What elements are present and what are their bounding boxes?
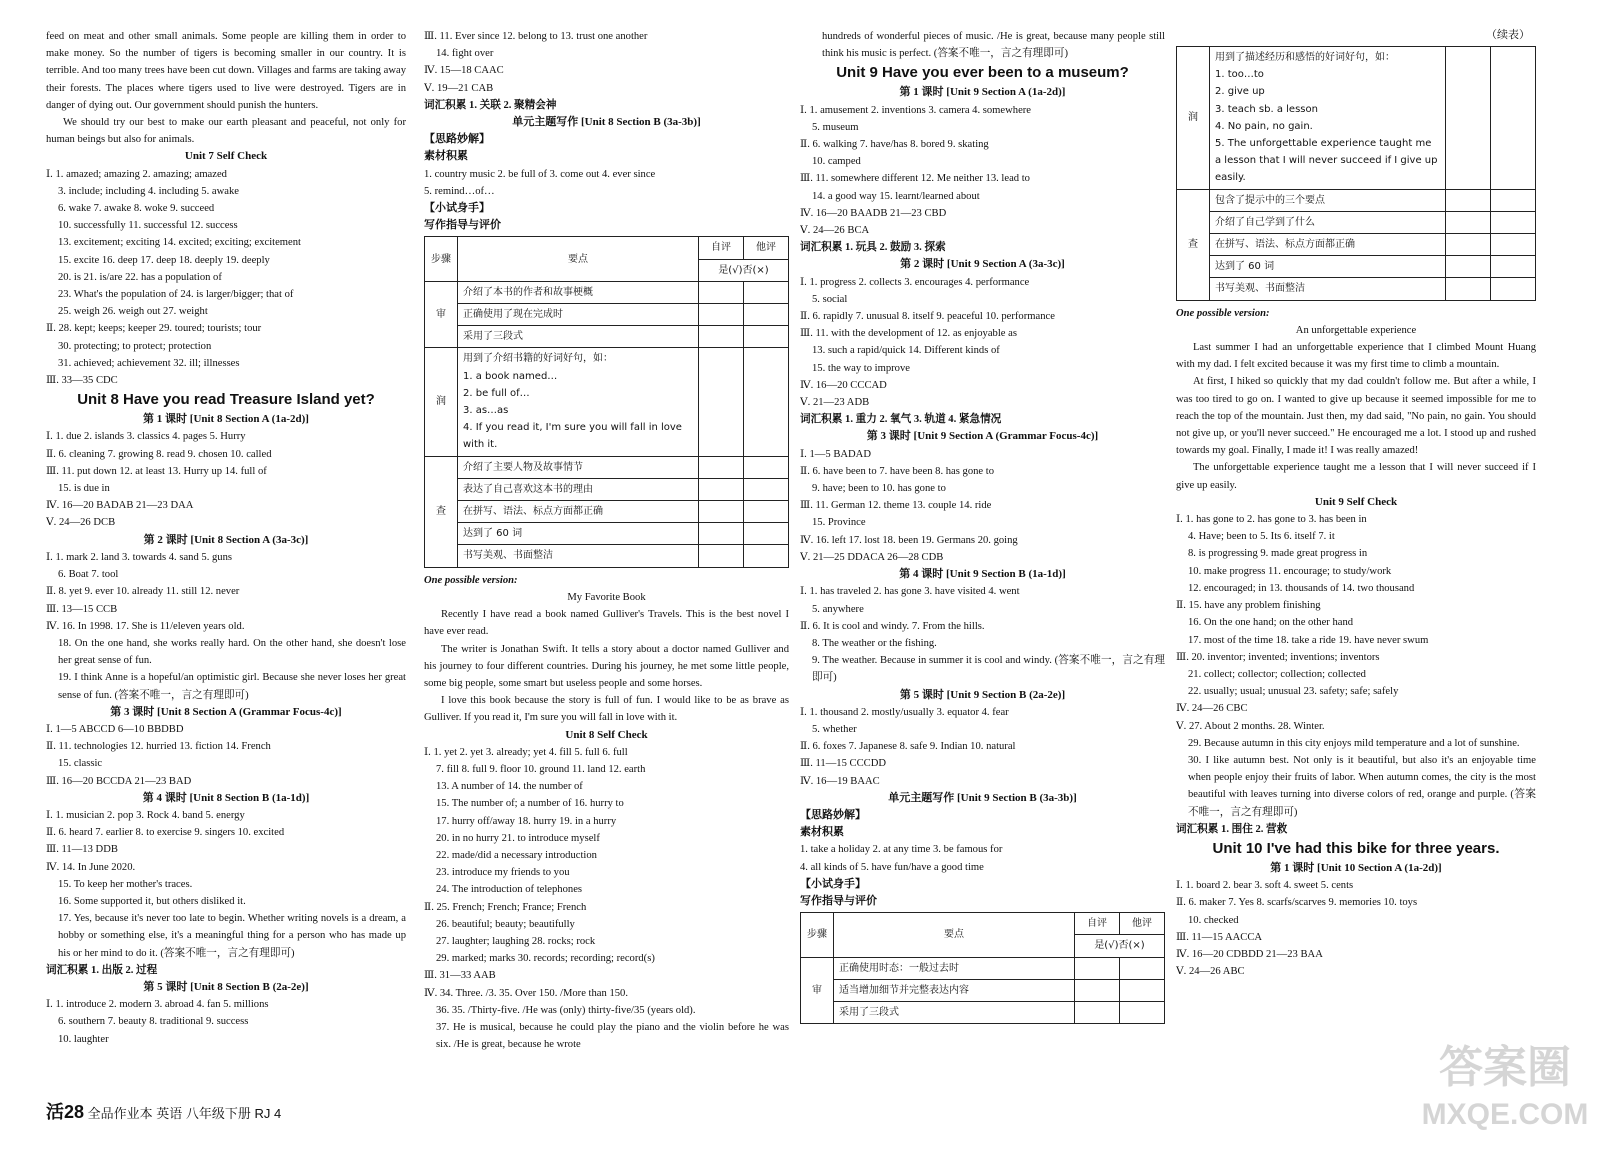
- unit9-self-check-heading: Unit 9 Self Check: [1314, 495, 1398, 508]
- self-check-cell[interactable]: [699, 281, 744, 303]
- peer-check-cell[interactable]: [1120, 957, 1165, 979]
- criterion-line: 用到了介绍书籍的好词好句，如：: [463, 353, 613, 365]
- answer-line: 30. I like autumn best. Not only is it beautiful, but also it's an enjoyable time when people enjoy their fruits of labor. When autumn comes, the city is the most beautiful with leaves turning into diverse colors of red, orange and purple. (答案不唯一，言之有理即可): [1188, 754, 1536, 818]
- answer-line: Ⅰ. 1. board 2. bear 3. soft 4. sweet 5. cents: [1176, 880, 1354, 892]
- answer-line: Ⅴ. 19—21 CAB: [424, 82, 494, 94]
- answer-line: Ⅱ. 6. rapidly 7. unusual 8. itself 9. peaceful 10. performance: [800, 311, 1055, 323]
- answer-line: 14. fight over: [436, 48, 494, 60]
- answer-line: Ⅱ. 6. cleaning 7. growing 8. read 9. chosen 10. called: [46, 448, 272, 460]
- answer-line: Ⅰ. 1—5 ABCCD 6—10 BBDBD: [46, 723, 184, 735]
- answer-line: 15. The number of; a number of 16. hurry to: [436, 798, 624, 810]
- self-check-cell[interactable]: [1446, 189, 1491, 211]
- material-line: 5. remind…of…: [424, 185, 495, 197]
- peer-check-cell[interactable]: [744, 501, 789, 523]
- essay-paragraph: Last summer I had an unforgettable experience that I climbed Mount Huang with my dad. I felt excited because it was my first time to climb a mountain.: [1176, 342, 1536, 371]
- answer-line: Ⅱ. 15. have any problem finishing: [1176, 600, 1321, 612]
- vocab-line: 词汇积累 1. 玩具 2. 鼓励 3. 探索: [800, 242, 946, 254]
- answer-line: Ⅱ. 28. kept; keeps; keeper 29. toured; tourists; tour: [46, 323, 262, 335]
- answer-line: 9. The weather. Because in summer it is cool and windy. (答案不唯一，言之有理即可): [812, 655, 1165, 684]
- column-4: [1176, 44, 1536, 980]
- try-label: 【小试身手】: [424, 202, 490, 215]
- criterion-line: 5. The unforgettable experience taught me a lesson that I will never succeed if I give up easily.: [1215, 138, 1438, 184]
- answer-line: Ⅲ. 11—15 CCCDD: [800, 758, 887, 770]
- criterion-line: 1. too…to: [1215, 69, 1264, 81]
- answer-line: Ⅳ. 24—26 CBC: [1176, 703, 1248, 715]
- header-step: 步骤: [425, 237, 458, 281]
- self-check-cell[interactable]: [1075, 1001, 1120, 1023]
- answer-line: 31. achieved; achievement 32. ill; illnesses: [58, 357, 240, 369]
- answer-line: 14. a good way 15. learnt/learned about: [812, 190, 980, 202]
- answer-line: 9. have; been to 10. has gone to: [812, 483, 946, 495]
- essay-paragraph: The writer is Jonathan Swift. It tells a story about a doctor named Gulliver and his journey to four different countries. During his journey, he met some little people, some big people, some smart but useless people and some horses.: [424, 643, 789, 689]
- material-line: 1. country music 2. be full of 3. come out 4. ever since: [424, 168, 656, 180]
- answer-line: 6. Boat 7. tool: [58, 569, 119, 581]
- answer-line: 10. successfully 11. successful 12. success: [58, 220, 238, 232]
- peer-check-cell[interactable]: [1491, 256, 1536, 278]
- criterion: [1210, 47, 1446, 190]
- essay-paragraph: The unforgettable experience taught me a lesson that I will never succeed if I give up easily.: [1176, 462, 1536, 491]
- answer-line: Ⅱ. 6. It is cool and windy. 7. From the hills.: [800, 620, 985, 632]
- peer-check-cell[interactable]: [1491, 234, 1536, 256]
- answer-line: 27. laughter; laughing 28. rocks; rock: [436, 935, 596, 947]
- header-self: 自评: [1075, 913, 1120, 935]
- answer-line: 29. Because autumn in this city enjoys mild temperature and a lot of sunshine.: [1188, 737, 1520, 749]
- step-label: 审: [425, 281, 458, 348]
- answer-line: Ⅲ. 11. German 12. theme 13. couple 14. ride: [800, 500, 992, 512]
- answer-line: Ⅳ. 16—20 BADAB 21—23 DAA: [46, 500, 194, 512]
- criterion: 采用了三段式: [458, 326, 699, 348]
- answer-line: 4. Have; been to 5. Its 6. itself 7. it: [1188, 531, 1335, 543]
- peer-check-cell[interactable]: [1491, 189, 1536, 211]
- lesson-heading: 第 2 课时 [Unit 8 Section A (3a-3c)]: [143, 533, 309, 546]
- criterion: 正确使用了现在完成时: [458, 304, 699, 326]
- step-label: 查: [1177, 189, 1210, 300]
- peer-check-cell[interactable]: [744, 348, 789, 456]
- criterion: 达到了 60 词: [1210, 256, 1446, 278]
- criterion: 介绍了本书的作者和故事梗概: [458, 281, 699, 303]
- lesson-heading: 第 1 课时 [Unit 10 Section A (1a-2d)]: [1270, 861, 1442, 874]
- answer-line: 10. make progress 11. encourage; to study/work: [1188, 565, 1392, 577]
- answer-line: 17. Yes, because it's never too late to begin. Whether writing novels is a dream, a hobby or something else, it's a meaningful thing for a person who has made up his or her mind to do it. (答案不唯一，言之有理即可): [58, 913, 406, 959]
- answer-line: 22. made/did a necessary introduction: [436, 849, 597, 861]
- answer-line: Ⅱ. 6. have been to 7. have been 8. has gone to: [800, 465, 995, 477]
- answer-line: Ⅰ. 1. has traveled 2. has gone 3. have visited 4. went: [800, 586, 1020, 598]
- criterion-line: 用到了描述经历和感悟的好词好句，如：: [1215, 52, 1395, 63]
- answer-line: Ⅰ. 1. musician 2. pop 3. Rock 4. band 5. energy: [46, 809, 245, 821]
- answer-line: Ⅳ. 16—20 CDBDD 21—23 BAA: [1176, 948, 1323, 960]
- peer-check-cell[interactable]: [744, 281, 789, 303]
- answer-line: 8. is progressing 9. made great progress in: [1188, 548, 1368, 560]
- answer-line: Ⅳ. 14. In June 2020.: [46, 861, 136, 873]
- step-label: 润: [1177, 47, 1210, 190]
- answer-line: 26. beautiful; beauty; beautifully: [436, 918, 575, 930]
- answer-line: 3. include; including 4. including 5. awake: [58, 185, 239, 197]
- answer-line: Ⅰ. 1—5 BADAD: [800, 448, 871, 460]
- answer-line: Ⅰ. 1. yet 2. yet 3. already; yet 4. fill 5. full 6. full: [424, 746, 628, 758]
- answer-line: 22. usually; usual; unusual 23. safety; safe; safely: [1188, 686, 1399, 698]
- answer-line: 23. introduce my friends to you: [436, 867, 570, 879]
- header-yes-no: 是(√)否(×): [699, 259, 789, 281]
- answer-line: Ⅲ. 31—33 AAB: [424, 970, 496, 982]
- column-3: [800, 28, 1165, 1028]
- step-label: 查: [425, 456, 458, 567]
- header-step: 步骤: [801, 913, 834, 957]
- answer-line: 6. southern 7. beauty 8. traditional 9. success: [58, 1016, 249, 1028]
- criterion: 介绍了主要人物及故事情节: [458, 456, 699, 478]
- self-check-cell[interactable]: [1446, 234, 1491, 256]
- answer-line: Ⅳ. 16. left 17. lost 18. been 19. Germans 20. going: [800, 534, 1018, 546]
- watermark-logo: [1420, 1020, 1590, 1140]
- answer-line: 15. To keep her mother's traces.: [58, 878, 193, 890]
- column-1: [46, 28, 406, 1048]
- self-check-cell[interactable]: [1446, 278, 1491, 300]
- criterion: 适当增加细节并完整表达内容: [834, 979, 1075, 1001]
- criterion: 书写美观、书面整洁: [458, 545, 699, 567]
- unit7-answers: [46, 166, 406, 390]
- lesson-heading: 第 4 课时 [Unit 8 Section B (1a-1d)]: [142, 791, 310, 804]
- peer-check-cell[interactable]: [1120, 1001, 1165, 1023]
- answer-line: Ⅴ. 24—26 ABC: [1176, 966, 1245, 978]
- answer-line: Ⅲ. 16—20 BCCDA 21—23 BAD: [46, 775, 192, 787]
- peer-check-cell[interactable]: [1120, 979, 1165, 1001]
- peer-check-cell[interactable]: [744, 478, 789, 500]
- lesson-heading: 第 1 课时 [Unit 9 Section A (1a-2d)]: [899, 86, 1066, 99]
- self-check-cell[interactable]: [1446, 256, 1491, 278]
- peer-check-cell[interactable]: [1491, 47, 1536, 190]
- answer-line: Ⅲ. 33—35 CDC: [46, 375, 118, 387]
- answer-line: 16. Some supported it, but others disliked it.: [58, 895, 246, 907]
- answer-line: 18. On the one hand, she works really hard. On the other hand, she doesn't lose her great sense of fun.: [58, 637, 406, 667]
- material-line: 1. take a holiday 2. at any time 3. be famous for: [800, 844, 1003, 856]
- watermark-url: MXQE.COM: [1421, 1098, 1589, 1131]
- answer-line: Ⅲ. 11. with the development of 12. as enjoyable as: [800, 328, 1017, 340]
- continued-label: （续表）: [1486, 29, 1530, 41]
- criterion: [458, 348, 699, 456]
- header-peer: 他评: [744, 237, 789, 259]
- vocab-line: 词汇积累 1. 出版 2. 过程: [46, 964, 158, 976]
- answer-line: Ⅲ. 11—15 AACCA: [1176, 931, 1263, 943]
- answer-line: 21. collect; collector; collection; collected: [1188, 668, 1366, 680]
- evaluation-table: [800, 912, 1165, 1024]
- answer-line: 8. The weather or the fishing.: [812, 637, 937, 649]
- essay-paragraph: I love this book because the story is full of fun. I would like to be as brave as Gulliver. If you read it, I'm sure you will fall in love with it.: [424, 695, 789, 724]
- self-check-cell[interactable]: [699, 545, 744, 567]
- answer-line: 20. in no hurry 21. to introduce myself: [436, 832, 600, 844]
- header-point: 要点: [834, 913, 1075, 957]
- criterion-line: 4. No pain, no gain.: [1215, 120, 1313, 132]
- answer-line: Ⅴ. 21—25 DDACA 26—28 CDB: [800, 551, 944, 563]
- lesson-heading: 第 5 课时 [Unit 8 Section B (2a-2e)]: [143, 980, 309, 993]
- answer-line: Ⅲ. 11. put down 12. at least 13. Hurry up 14. full of: [46, 465, 267, 477]
- answer-line: 15. is due in: [58, 483, 110, 495]
- criterion-line: 2. be full of…: [463, 387, 530, 399]
- lesson-heading: 第 5 课时 [Unit 9 Section B (2a-2e)]: [899, 688, 1066, 701]
- answer-line: Ⅰ. 1. amazed; amazing 2. amazing; amazed: [46, 168, 227, 180]
- answer-line: Ⅴ. 24—26 BCA: [800, 225, 870, 237]
- answer-line: Ⅰ. 1. progress 2. collects 3. encourages 4. performance: [800, 276, 1030, 288]
- watermark-text: 答案圈: [1439, 1042, 1571, 1093]
- header-yes-no: 是(√)否(×): [1075, 935, 1165, 957]
- answer-line: Ⅰ. 1. has gone to 2. has gone to 3. has been in: [1176, 514, 1367, 526]
- guide-label: 写作指导与评价: [800, 894, 877, 907]
- answer-line: Ⅴ. 21—23 ADB: [800, 397, 870, 409]
- answer-line: Ⅳ. 16—20 BAADB 21—23 CBD: [800, 207, 947, 219]
- answer-line: Ⅱ. 6. foxes 7. Japanese 8. safe 9. Indian 10. natural: [800, 741, 1016, 753]
- answer-line: Ⅲ. 11. somewhere different 12. Me neither 13. lead to: [800, 173, 1030, 185]
- answer-line: Ⅴ. 27. About 2 months. 28. Winter.: [1176, 720, 1325, 732]
- answer-line: Ⅲ. 11. Ever since 12. belong to 13. trust one another: [424, 31, 648, 42]
- writing-heading: 单元主题写作 [Unit 8 Section B (3a-3b)]: [512, 116, 701, 129]
- answer-line: Ⅲ. 11—13 DDB: [46, 844, 118, 856]
- essay-title: An unforgettable experience: [1295, 324, 1417, 336]
- essay-ending: feed on meat and other small animals. Some people are killing them in order to make money. So the number of tigers is becoming smaller in our country. It is terrible. And too many trees have been cut down. Villages and farms are taking away their forests. The places where tigers used to live were destroyed. Tigers are in danger of dying out. Our government should punish the hunters.: [46, 31, 406, 111]
- header-point: 要点: [458, 237, 699, 281]
- answer-line: 15. excite 16. deep 17. deep 18. deeply 19. deeply: [58, 254, 270, 266]
- step-label: 润: [425, 348, 458, 456]
- criterion-line: 3. teach sb. a lesson: [1215, 103, 1318, 115]
- idea-label: 【思路妙解】: [424, 133, 490, 146]
- essay-ending-2: We should try our best to make our earth pleasant and peaceful, not only for human beings but also for animals.: [46, 117, 406, 146]
- answer-line: 37. He is musical, because he could play the piano and the violin before he was six. /He is great, because he wrote: [436, 1021, 789, 1051]
- self-check-cell[interactable]: [699, 523, 744, 545]
- answer-line: 10. laughter: [58, 1033, 109, 1045]
- one-possible-version-label: One possible version:: [1176, 307, 1270, 319]
- lesson-heading: 第 4 课时 [Unit 9 Section B (1a-1d)]: [899, 568, 1066, 581]
- answer-line: hundreds of wonderful pieces of music. /He is great, because many people still think his music is perfect. (答案不唯一，言之有理即可): [822, 31, 1165, 60]
- step-label: 审: [801, 957, 834, 1024]
- answer-line: Ⅱ. 6. maker 7. Yes 8. scarfs/scarves 9. memories 10. toys: [1176, 897, 1418, 909]
- vocab-line: 词汇积累 1. 重力 2. 氧气 3. 轨道 4. 紧急情况: [800, 414, 1002, 426]
- answer-line: 7. fill 8. full 9. floor 10. ground 11. land 12. earth: [436, 763, 646, 775]
- criterion: 包含了提示中的三个要点: [1210, 189, 1446, 211]
- unit9-title: Unit 9 Have you ever been to a museum?: [836, 64, 1129, 82]
- material-label: 素材积累: [424, 150, 468, 163]
- answer-line: 13. such a rapid/quick 14. Different kinds of: [812, 345, 1000, 357]
- answer-line: 15. Province: [812, 517, 866, 529]
- answer-line: Ⅰ. 1. amusement 2. inventions 3. camera 4. somewhere: [800, 104, 1032, 116]
- page-number: 活28: [46, 1102, 85, 1122]
- criterion-line: 1. a book named…: [463, 370, 558, 382]
- evaluation-table: [424, 236, 789, 567]
- answer-line: Ⅳ. 16. In 1998. 17. She is 11/eleven years old.: [46, 620, 245, 632]
- self-check-cell[interactable]: [1446, 211, 1491, 233]
- answer-line: 6. wake 7. awake 8. woke 9. succeed: [58, 203, 215, 215]
- answer-line: 5. social: [812, 293, 848, 305]
- self-check-cell[interactable]: [1075, 979, 1120, 1001]
- vocab-line: 词汇积累 1. 围住 2. 营救: [1176, 823, 1288, 835]
- answer-line: 36. 35. /Thirty-five. /He was (only) thirty-five/35 (years old).: [436, 1004, 696, 1016]
- unit7-self-check-heading: Unit 7 Self Check: [184, 150, 268, 163]
- evaluation-table-continued: [1176, 46, 1536, 301]
- vocab-line: 词汇积累 1. 关联 2. 聚精会神: [424, 99, 557, 111]
- answer-line: Ⅱ. 6. walking 7. have/has 8. bored 9. skating: [800, 139, 989, 151]
- peer-check-cell[interactable]: [1491, 278, 1536, 300]
- page-footer: [46, 1098, 281, 1124]
- answer-line: 5. museum: [812, 121, 859, 133]
- answer-line: 30. protecting; to protect; protection: [58, 340, 212, 352]
- book-info: 全品作业本 英语 八年级下册 RJ 4: [87, 1106, 282, 1121]
- answer-line: 15. classic: [58, 758, 103, 770]
- criterion-line: 2. give up: [1215, 86, 1265, 98]
- answer-line: Ⅰ. 1. due 2. islands 3. classics 4. pages 5. Hurry: [46, 431, 246, 443]
- answer-line: 5. whether: [812, 723, 857, 735]
- header-self: 自评: [699, 237, 744, 259]
- peer-check-cell[interactable]: [744, 456, 789, 478]
- answer-line: 17. most of the time 18. take a ride 19. have never swum: [1188, 634, 1429, 646]
- self-check-cell[interactable]: [1446, 47, 1491, 190]
- criterion: 采用了三段式: [834, 1001, 1075, 1023]
- answer-line: 10. camped: [812, 156, 861, 168]
- one-possible-version-label: One possible version:: [424, 574, 518, 586]
- essay-paragraph: Recently I have read a book named Gulliver's Travels. This is the best novel I have ever read.: [424, 609, 789, 638]
- answer-line: 19. I think Anne is a hopeful/an optimistic girl. Because she never loses her great sense of fun. (答案不唯一，言之有理即可): [58, 672, 406, 701]
- peer-check-cell[interactable]: [744, 523, 789, 545]
- answer-line: Ⅰ. 1. introduce 2. modern 3. abroad 4. fan 5. millions: [46, 999, 269, 1011]
- answer-line: 5. anywhere: [812, 603, 864, 615]
- peer-check-cell[interactable]: [744, 545, 789, 567]
- criterion-line: 3. as…as: [463, 405, 509, 417]
- answer-line: 12. encouraged; in 13. thousands of 14. two thousand: [1188, 582, 1415, 594]
- self-check-cell[interactable]: [699, 326, 744, 348]
- answer-line: 10. checked: [1188, 914, 1239, 926]
- criterion: 正确使用时态：一般过去时: [834, 957, 1075, 979]
- criterion: 达到了 60 词: [458, 523, 699, 545]
- criterion: 介绍了自己学到了什么: [1210, 211, 1446, 233]
- answer-line: Ⅲ. 13—15 CCB: [46, 603, 118, 615]
- criterion: 在拼写、语法、标点方面都正确: [458, 501, 699, 523]
- lesson-heading: 第 2 课时 [Unit 9 Section A (3a-3c)]: [900, 258, 1065, 271]
- essay-title: My Favorite Book: [567, 591, 646, 603]
- lesson-heading: 第 3 课时 [Unit 8 Section A (Grammar Focus-4c)]: [110, 705, 342, 718]
- material-label: 素材积累: [800, 826, 844, 839]
- self-check-cell[interactable]: [699, 478, 744, 500]
- criterion-line: 4. If you read it, I'm sure you will fall in love with it.: [463, 422, 682, 451]
- answer-line: Ⅳ. 34. Three. /3. 35. Over 150. /More than 150.: [424, 987, 628, 999]
- answer-line: Ⅱ. 25. French; French; France; French: [424, 901, 587, 913]
- idea-label: 【思路妙解】: [800, 808, 866, 821]
- self-check-cell[interactable]: [1075, 957, 1120, 979]
- self-check-cell[interactable]: [699, 501, 744, 523]
- unit8-title: Unit 8 Have you read Treasure Island yet?: [77, 391, 375, 409]
- answer-line: Ⅴ. 24—26 DCB: [46, 517, 116, 529]
- guide-label: 写作指导与评价: [424, 219, 501, 232]
- answer-line: Ⅳ. 16—20 CCCAD: [800, 379, 887, 391]
- answer-line: Ⅰ. 1. mark 2. land 3. towards 4. sand 5. guns: [46, 551, 233, 563]
- answer-line: 23. What's the population of 24. is larger/bigger; that of: [58, 289, 294, 301]
- unit10-title: Unit 10 I've had this bike for three years.: [1212, 839, 1500, 857]
- unit8-self-check-heading: Unit 8 Self Check: [565, 728, 648, 741]
- answer-line: Ⅲ. 20. inventor; invented; inventions; inventors: [1176, 651, 1380, 663]
- criterion: 书写美观、书面整洁: [1210, 278, 1446, 300]
- criterion: 表达了自己喜欢这本书的理由: [458, 478, 699, 500]
- peer-check-cell[interactable]: [744, 326, 789, 348]
- answer-line: Ⅳ. 15—18 CAAC: [424, 65, 504, 77]
- answer-line: Ⅰ. 1. thousand 2. mostly/usually 3. equator 4. fear: [800, 706, 1009, 718]
- peer-check-cell[interactable]: [1491, 211, 1536, 233]
- self-check-cell[interactable]: [699, 304, 744, 326]
- column-2: [424, 28, 789, 1053]
- answer-line: 17. hurry off/away 18. hurry 19. in a hurry: [436, 815, 617, 827]
- criterion: 在拼写、语法、标点方面都正确: [1210, 234, 1446, 256]
- material-line: 4. all kinds of 5. have fun/have a good time: [800, 861, 984, 873]
- writing-heading: 单元主题写作 [Unit 9 Section B (3a-3b)]: [888, 791, 1077, 804]
- self-check-cell[interactable]: [699, 456, 744, 478]
- answer-line: 24. The introduction of telephones: [436, 884, 583, 896]
- answer-line: Ⅱ. 11. technologies 12. hurried 13. fiction 14. French: [46, 741, 271, 753]
- lesson-heading: 第 1 课时 [Unit 8 Section A (1a-2d)]: [143, 413, 309, 426]
- header-peer: 他评: [1120, 913, 1165, 935]
- lesson-heading: 第 3 课时 [Unit 9 Section A (Grammar Focus-4c)]: [866, 430, 1099, 443]
- answer-line: Ⅱ. 6. heard 7. earlier 8. to exercise 9. singers 10. excited: [46, 827, 285, 839]
- answer-line: 13. A number of 14. the number of: [436, 781, 583, 793]
- try-label: 【小试身手】: [800, 877, 866, 890]
- answer-line: 13. excitement; exciting 14. excited; exciting; excitement: [58, 237, 301, 249]
- answer-line: 15. the way to improve: [812, 362, 910, 374]
- answer-line: 16. On the one hand; on the other hand: [1188, 617, 1354, 629]
- answer-line: Ⅳ. 16—19 BAAC: [800, 775, 880, 787]
- essay-paragraph: At first, I hiked so quickly that my dad couldn't follow me. But after a while, I was too tired to go on. I wanted to give up because it seemed impossible for me to reach the top of the mountain. Just then, my dad said, "No pain, no gain. You should not give up, or you'll never succeed." He encouraged me a lot. I stood up and rushed towards my goal. Finally, I made it! I was really amazed!: [1176, 376, 1536, 457]
- self-check-cell[interactable]: [699, 348, 744, 456]
- answer-line: 20. is 21. is/are 22. has a population of: [58, 271, 222, 283]
- peer-check-cell[interactable]: [744, 304, 789, 326]
- answer-line: 25. weigh 26. weigh out 27. weight: [58, 306, 208, 318]
- answer-line: 29. marked; marks 30. records; recording; record(s): [436, 953, 655, 965]
- answer-line: Ⅱ. 8. yet 9. ever 10. already 11. still 12. never: [46, 586, 240, 598]
